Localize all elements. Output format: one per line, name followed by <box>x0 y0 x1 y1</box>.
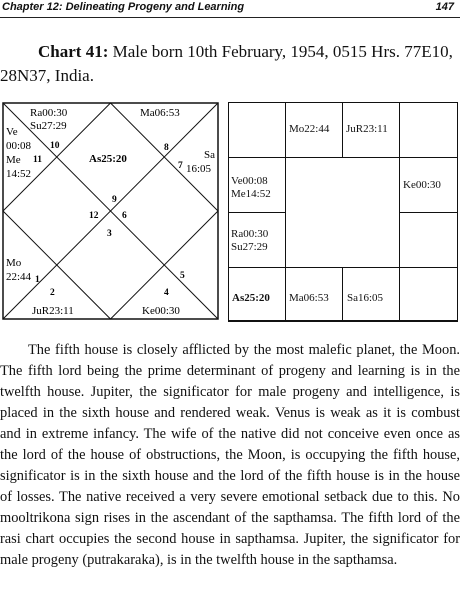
south-cell <box>228 212 286 268</box>
north-indian-chart <box>2 102 220 322</box>
house-number: 10 <box>50 141 60 151</box>
planet-ju: JuR23:11 <box>346 123 388 135</box>
south-cell <box>399 212 458 268</box>
page-header <box>0 0 460 18</box>
house-number: 6 <box>122 211 127 221</box>
planet-me-deg: 14:52 <box>6 168 32 180</box>
house-number: 1 <box>35 275 40 285</box>
house-number: 9 <box>112 195 117 205</box>
planet-ke: Ke00:30 <box>142 305 180 317</box>
planet-sa: Sa16:05 <box>347 292 384 304</box>
house-number: 7 <box>178 161 183 171</box>
body-paragraph: The fifth house is closely afflicted by the most malefic planet, the Moon. The fifth lord being the prime determinant of progeny and learning is in the twelfth house. Jupiter, the significator for male progeny and intelligence, is placed in the sixth house and rendered weak. Venus is weak as it is combust and in extreme infancy. The wife of the native did not conceive even once as the lord of the house of obstructions, the Moon, is occupying the fifth house, significator is in the sixth house and the lord of the fifth house is in the house of losses. The native received a very severe emotional setback due to this. No mooltrikona sign rises in the ascendant of the sapthamsa. The fifth lord of the rasi chart occupies the second house in sapthamsa. Jupiter, the significator for male progeny (putrakaraka), is in the twelfth house in the sapthamsa. <box>0 342 460 568</box>
south-cell <box>342 267 400 321</box>
planet-sa: Sa <box>204 149 215 161</box>
planet-ju: JuR23:11 <box>32 305 74 317</box>
planet-ke: Ke00:30 <box>403 179 441 191</box>
planet-su: Su27:29 <box>231 241 268 253</box>
heading-line-2: 28N37, India. <box>0 66 94 85</box>
planet-me: Me <box>6 154 21 166</box>
south-cell <box>399 157 458 213</box>
planet-ra: Ra00:30 <box>30 107 68 119</box>
planet-ve: Ve00:08 <box>231 175 268 187</box>
house-number: 4 <box>164 288 169 298</box>
planet-su: Su27:29 <box>30 120 67 132</box>
south-cell <box>399 267 458 321</box>
planet-ma: Ma06:53 <box>289 292 329 304</box>
house-number: 5 <box>180 271 185 281</box>
page-number: 147 <box>435 1 454 13</box>
ascendant: As25:20 <box>232 292 270 304</box>
south-cell <box>342 102 400 158</box>
heading-line-1 <box>38 40 453 64</box>
house-number: 8 <box>164 143 169 153</box>
house-number: 11 <box>33 155 42 165</box>
house-number: 2 <box>50 288 55 298</box>
south-cell <box>285 102 343 158</box>
planet-ve-deg: 00:08 <box>6 140 32 152</box>
planet-me: Me14:52 <box>231 188 271 200</box>
ascendant: As25:20 <box>89 153 127 165</box>
south-cell <box>285 267 343 321</box>
planet-ra: Ra00:30 <box>231 228 269 240</box>
south-cell <box>399 102 458 158</box>
north-chart-svg <box>2 102 220 322</box>
south-cell <box>228 102 286 158</box>
birth-details: Male born 10th February, 1954, 0515 Hrs. 77E10, <box>112 42 453 61</box>
body-text <box>0 340 460 571</box>
chapter-title: Chapter 12: Delineating Progeny and Learning <box>2 1 245 13</box>
south-indian-chart <box>228 102 458 322</box>
planet-mo: Mo22:44 <box>289 123 330 135</box>
south-cell <box>228 157 286 213</box>
planet-sa-deg: 16:05 <box>186 163 212 175</box>
planet-mo-deg: 22:44 <box>6 271 32 283</box>
planet-ma: Ma06:53 <box>140 107 180 119</box>
planet-mo: Mo <box>6 257 22 269</box>
house-number: 3 <box>107 229 112 239</box>
chart-label: Chart 41: <box>38 42 109 61</box>
house-number: 12 <box>89 211 99 221</box>
south-cell <box>228 267 286 321</box>
planet-ve: Ve <box>6 126 18 138</box>
